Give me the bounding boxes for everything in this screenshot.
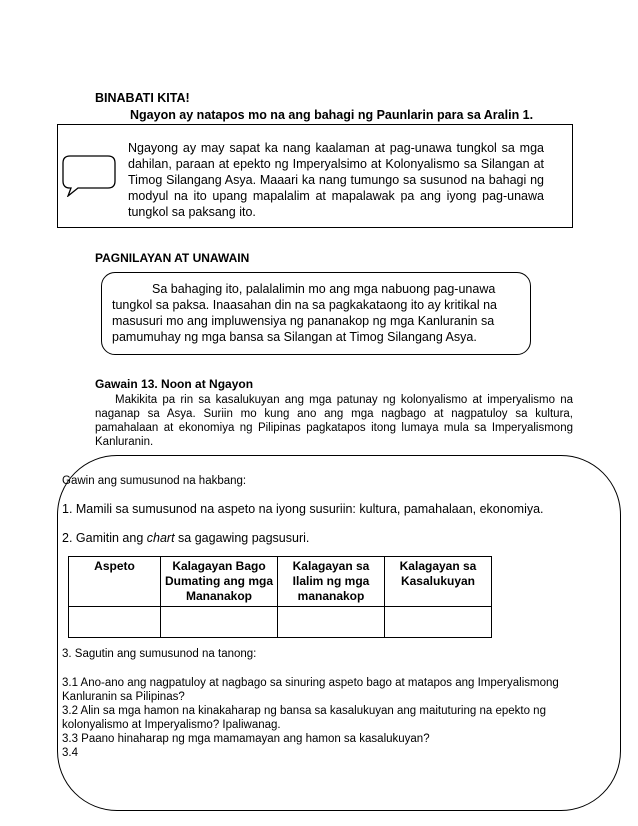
cell-bago[interactable] (161, 607, 278, 638)
table-row (69, 607, 492, 638)
intro-text: Ngayong ay may sapat ka nang kaalaman at pag-unawa tungkol sa mga dahilan, paraan at epekto ng Imperyalsimo at Kolonyalismo sa Silangan at Timog Silangang Asya. Maaari ka nang tumungo sa susunod na bahagi ng modyul na ito upang mapalalim at mapalawak pa ang iyong pag-unawa tungkol sa paksang ito. (128, 141, 544, 219)
gawain-text: Makikita pa rin sa kasalukuyan ang mga patunay ng kolonyalismo at imperyalismo na naganap sa Asya. Suriin mo kung ano ang mga nagbago at nagpatuloy sa kultura, pamahalaan at ekonomiya ng Pilipinas pagkatapos itong lumaya mula sa Imperyalismong Kanluranin. (95, 394, 573, 448)
step-2 (62, 531, 309, 545)
cell-ilalim[interactable] (278, 607, 385, 638)
gawain-title: Gawain 13. Noon at Ngayon (95, 377, 254, 391)
header-aspeto: Aspeto (69, 557, 161, 607)
question-3-4: 3.4 (62, 747, 78, 759)
task-intro: Gawin ang sumusunod na hakbang: (62, 475, 247, 487)
reflect-paragraph: Sa bahaging ito, palalalimin mo ang mga nabuong pag-unawa tungkol sa paksa. Inaasahan din na sa pagkakataong ito ay kritikal na masusuri mo ang impluwensiya ng pananakop ng mga Kanluranin sa pamumuhay ng mga bansa sa Silangan at Timog Silangang Asya. (112, 282, 497, 344)
question-3-2: 3.2 Alin sa mga hamon na kinakaharap ng bansa sa kasalukuyan ang maituturing na epekto ng kolonyalismo at Imperyalismo? Ipaliwanag. (62, 705, 546, 731)
step-2-suffix: sa gagawing pagsusuri. (174, 531, 310, 545)
step-3: 3. Sagutin ang sumusunod na tanong: (62, 648, 257, 660)
step-2-prefix: 2. Gamitin ang (62, 531, 147, 545)
step-1: 1. Mamili sa sumusunod na aspeto na iyong susuriin: kultura, pamahalaan, ekonomiya. (62, 502, 544, 516)
header-bago: Kalagayan Bago Dumating ang mga Mananakop (161, 557, 278, 607)
reflect-text (112, 281, 520, 345)
question-3-3: 3.3 Paano hinaharap ng mga mamamayan ang hamon sa kasalukuyan? (62, 733, 430, 745)
speech-bubble-icon (62, 155, 116, 197)
cell-kasalukuyan[interactable] (385, 607, 492, 638)
table-header-row (69, 557, 492, 607)
header-kasalukuyan: Kalagayan sa Kasalukuyan (385, 557, 492, 607)
question-3-1: 3.1 Ano-ano ang nagpatuloy at nagbago sa sinuring aspeto bago at matapos ang Imperyalismong Kanluranin sa Pilipinas? (62, 677, 559, 703)
greeting-heading: BINABATI KITA! (95, 91, 190, 105)
section-heading: PAGNILAYAN AT UNAWAIN (95, 251, 250, 265)
step-2-emphasis: chart (146, 531, 175, 545)
analysis-chart-table (68, 556, 492, 638)
header-ilalim: Kalagayan sa Ilalim ng mga mananakop (278, 557, 385, 607)
completion-subtitle: Ngayon ay natapos mo na ang bahagi ng Paunlarin para sa Aralin 1. (130, 108, 534, 122)
cell-aspeto[interactable] (69, 607, 161, 638)
